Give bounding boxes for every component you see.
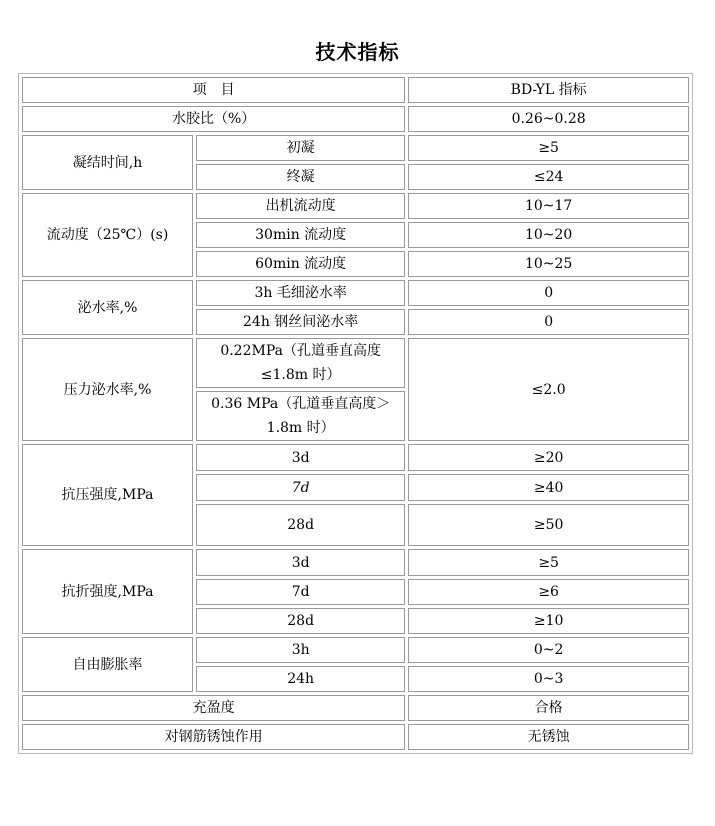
table-row [22,193,689,219]
row-value: ≥40 [408,474,689,501]
sub-label: 3d [196,444,405,471]
group-label: 抗折强度,MPa [22,549,193,634]
row-value: 0~2 [408,637,689,663]
group-label: 自由膨胀率 [22,637,193,692]
row-value: ≥5 [408,135,689,161]
table-row [22,724,689,750]
row-label: 水胶比（%） [22,106,405,132]
page-title: 技术指标 [315,40,400,64]
row-value: ≤24 [408,164,689,190]
row-value: 0 [408,309,689,335]
sub-label: 3d [196,549,405,576]
row-value: ≥10 [408,608,689,634]
group-label: 抗压强度,MPa [22,444,193,546]
table-row [22,444,689,471]
table-row [22,280,689,306]
sub-label: 终凝 [196,164,405,190]
header-value-cell: BD-YL 指标 [408,77,689,103]
row-value: ≥20 [408,444,689,471]
sub-label: 24h 钢丝间泌水率 [196,309,405,335]
spec-table [18,73,693,754]
row-value: ≥5 [408,549,689,576]
table-row [22,637,689,663]
row-value: 合格 [408,695,689,721]
sub-label: 60min 流动度 [196,251,405,277]
sub-label: 0.22MPa（孔道垂直高度≤1.8m 时） [196,338,405,388]
group-label: 流动度（25℃）(s) [22,193,193,277]
row-value: 0 [408,280,689,306]
sub-label: 30min 流动度 [196,222,405,248]
sub-label: 3h [196,637,405,663]
table-row [22,549,689,576]
sub-label: 3h 毛细泌水率 [196,280,405,306]
sub-label: 初凝 [196,135,405,161]
sub-label: 7d [196,579,405,605]
group-label: 凝结时间,h [22,135,193,190]
sub-label: 28d [196,504,405,546]
table-row [22,135,689,161]
header-item-cell: 项 目 [22,77,405,103]
row-value: 10~20 [408,222,689,248]
row-value: 10~17 [408,193,689,219]
row-value: 0.26~0.28 [408,106,689,132]
row-value: ≥6 [408,579,689,605]
row-value: 0~3 [408,666,689,692]
sub-label: 0.36 MPa（孔道垂直高度＞1.8m 时） [196,391,405,441]
row-label: 对钢筋锈蚀作用 [22,724,405,750]
sub-label: 24h [196,666,405,692]
row-value: 10~25 [408,251,689,277]
sub-label: 7d [196,474,405,501]
group-label: 压力泌水率,% [22,338,193,441]
group-label: 泌水率,% [22,280,193,335]
row-label: 充盈度 [22,695,405,721]
row-value: ≥50 [408,504,689,546]
row-value: ≤2.0 [408,338,689,441]
table-row [22,77,689,103]
table-row [22,695,689,721]
row-value: 无锈蚀 [408,724,689,750]
table-row [22,338,689,388]
table-row [22,106,689,132]
sub-label: 28d [196,608,405,634]
sub-label: 出机流动度 [196,193,405,219]
